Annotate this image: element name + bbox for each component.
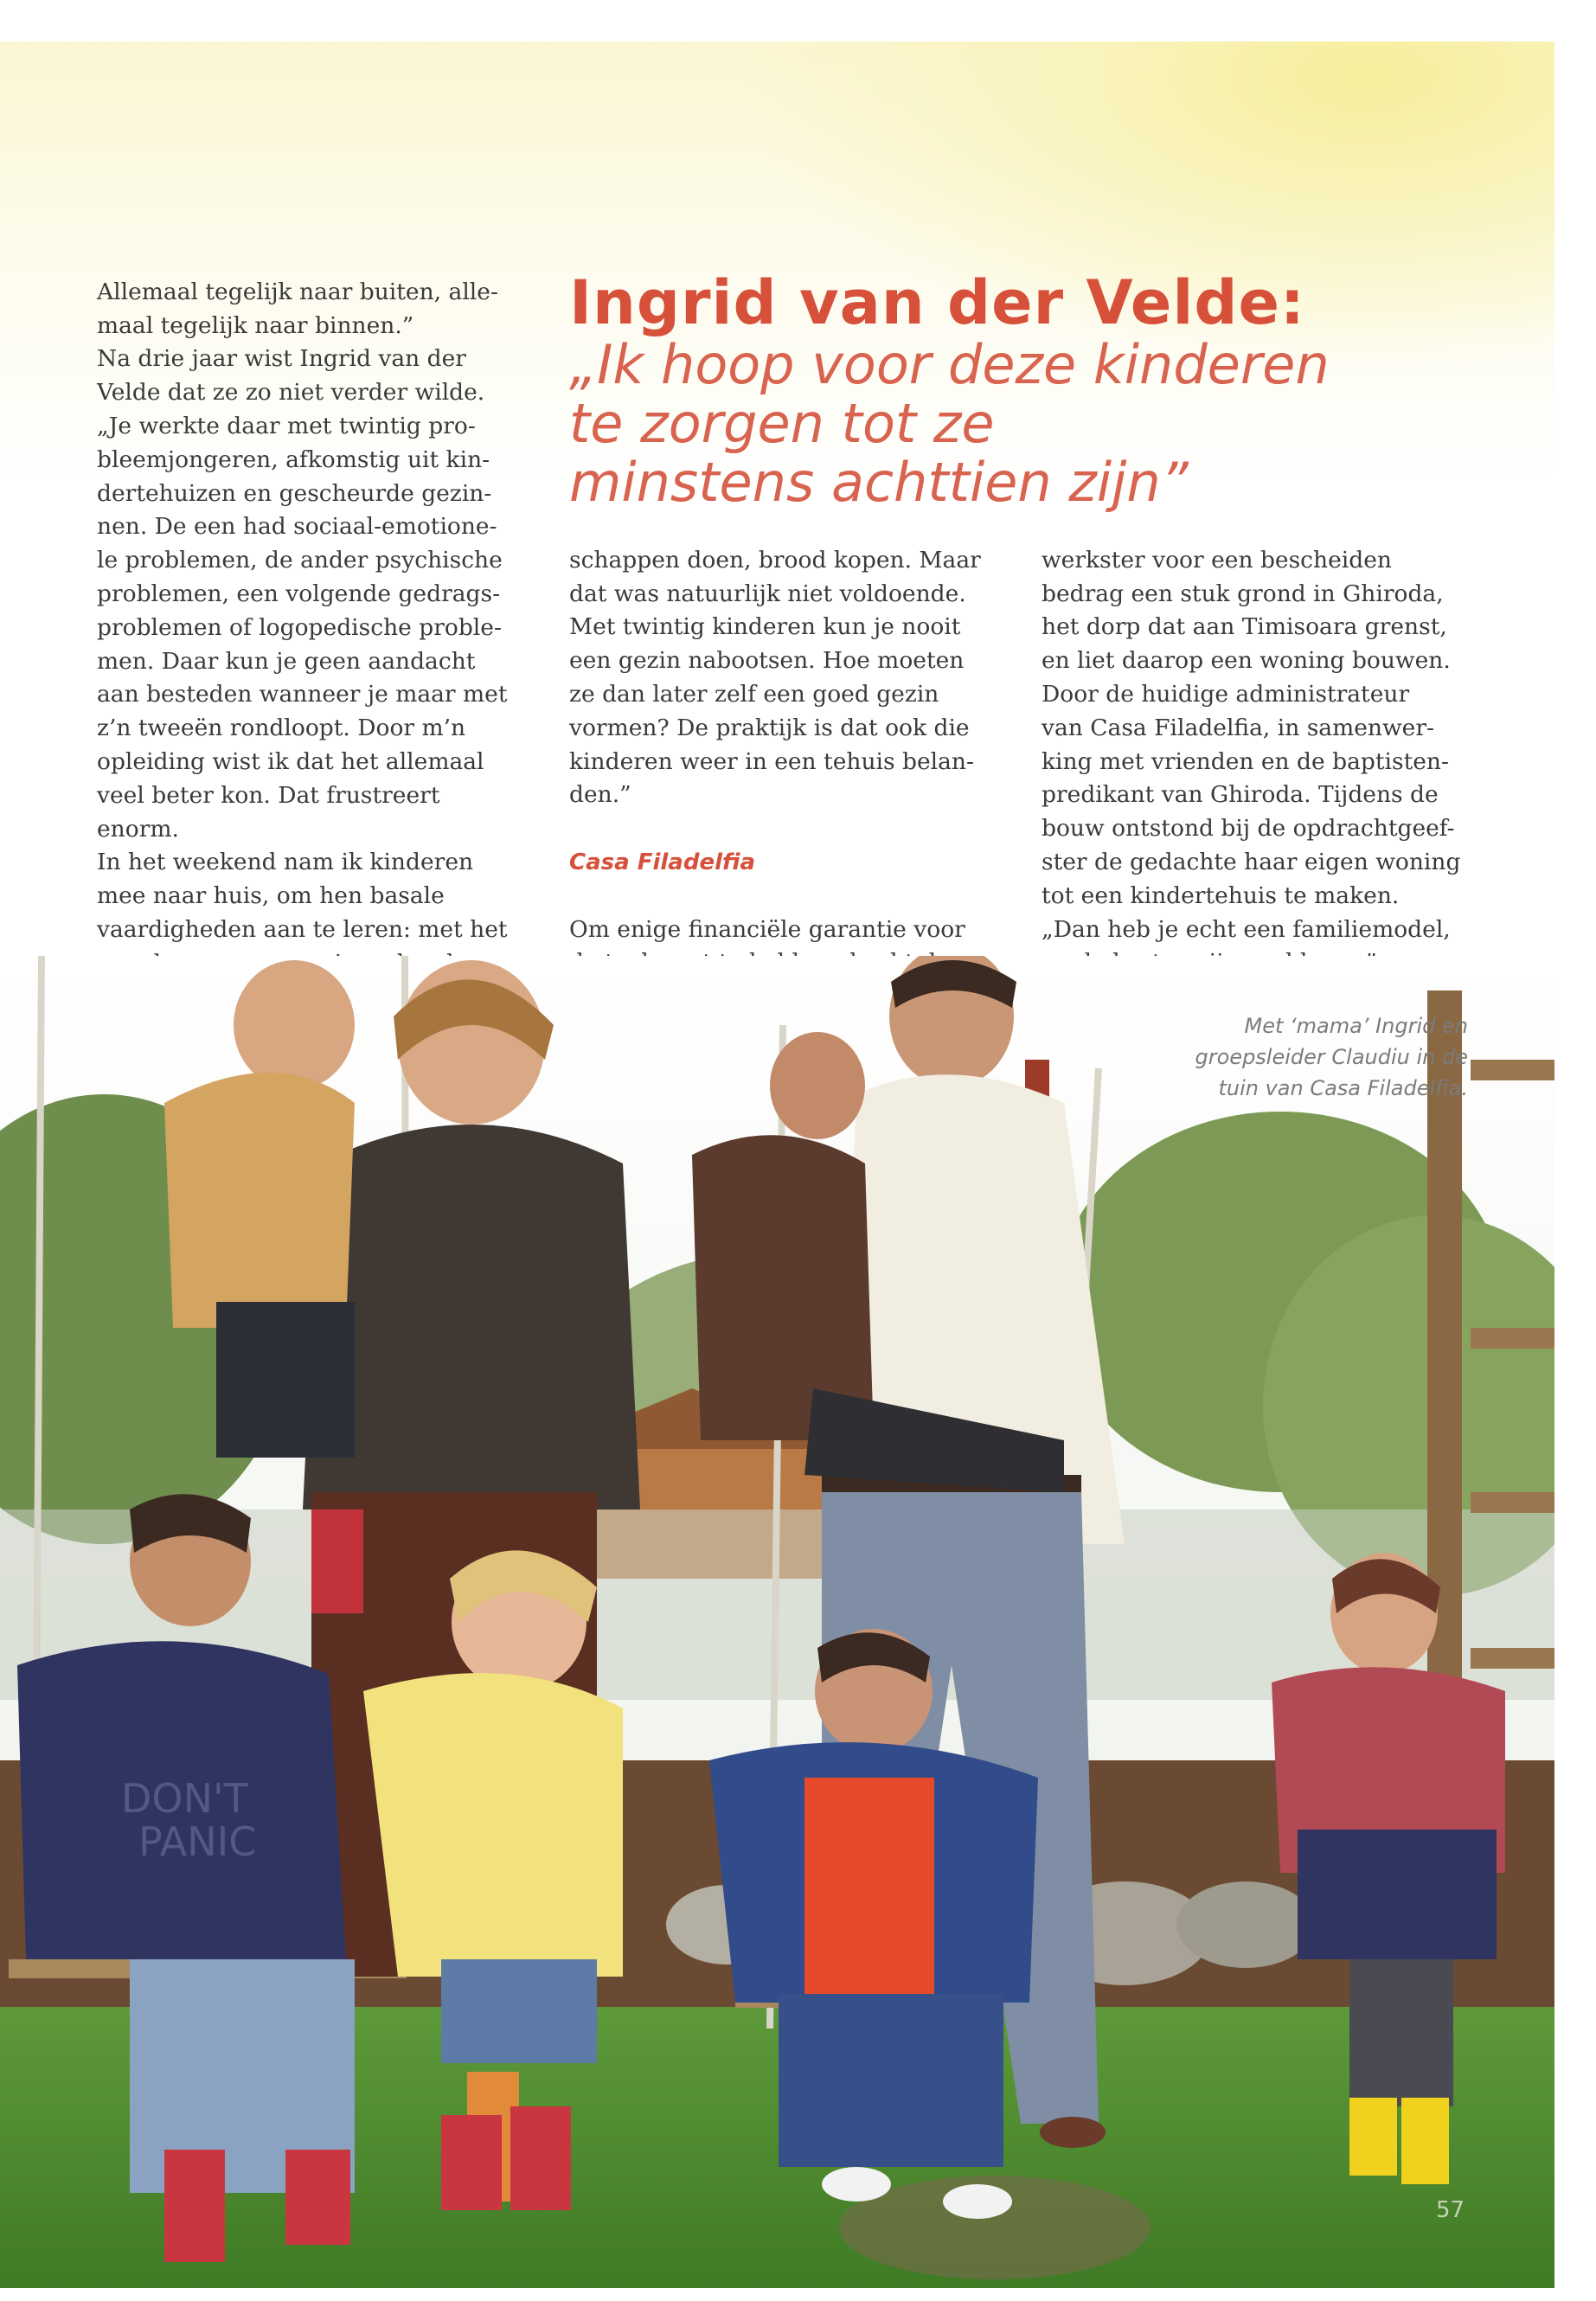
photo-caption: Met ‘mama’ Ingrid en groepsleider Claudiu in de tuin van Casa Filadelfia. xyxy=(1195,1014,1468,1100)
column-1-text: Allemaal tegelijk naar buiten, alle- maal tegelijk naar binnen.” Na drie jaar wist Ingrid van der Velde dat ze zo niet verder wilde. „Je werkte daar met twintig pro- bleemjongeren, afkomstig uit kin- dertehuizen en gescheurde gezin- nen. De een had sociaal-emotione- le problemen, de ander psychische problemen, een volgende gedrags- problemen of logopedische proble- men. Daar kun je geen aandacht aan besteden wanneer je maar met z’n tweeën rondloopt. Door m’n opleiding wist ik dat het allemaal veel beter kon. Dat frustreert enorm. In het weekend nam ik kinderen mee naar huis, om hen basale vaardigheden aan te leren: met het xyxy=(97,278,508,943)
sweater-print-text: DON'T xyxy=(121,1775,248,1822)
section-subheading: Casa Filadelfia xyxy=(569,849,755,875)
text-column-1 xyxy=(97,242,529,1014)
column-2-text-part-2: Om enige financiële garantie voor xyxy=(569,915,965,943)
column-2-text-part-1: schappen doen, brood kopen. Maar dat was natuurlijk niet voldoende. Met twintig kinderen kun je nooit een gezin nabootsen. Hoe moeten ze dan later zelf een goed gezin vormen? De praktijk is dat ook die kinderen weer in een tehuis belan- den.” xyxy=(569,546,981,809)
article-headline: Ingrid van der Velde: xyxy=(569,267,1305,338)
magazine-page xyxy=(0,42,1554,2288)
page-number: 57 xyxy=(1436,2197,1465,2223)
text-column-3 xyxy=(1042,510,1474,1014)
column-3-text: werkster voor een bescheiden bedrag een stuk grond in Ghiroda, het dorp dat aan Timisoara grenst, en liet daarop een woning bouwen. Door de huidige administrateur van Casa Filadelfia, in samenwer- king met vrienden en de baptisten- predikant van Ghiroda. Tijdens de bouw ontstond bij de opdrachtgeef- ster de gedachte haar eigen woning tot een kindertehuis te maken. „Dan heb je echt een familiemodel, xyxy=(1042,546,1461,943)
sweater-print-text-2: PANIC xyxy=(138,1818,257,1865)
article-pull-quote: „Ik hoop voor deze kinderen te zorgen tot ze minstens achttien zijn” xyxy=(569,333,1330,514)
garden-group-photo xyxy=(0,956,1554,2288)
